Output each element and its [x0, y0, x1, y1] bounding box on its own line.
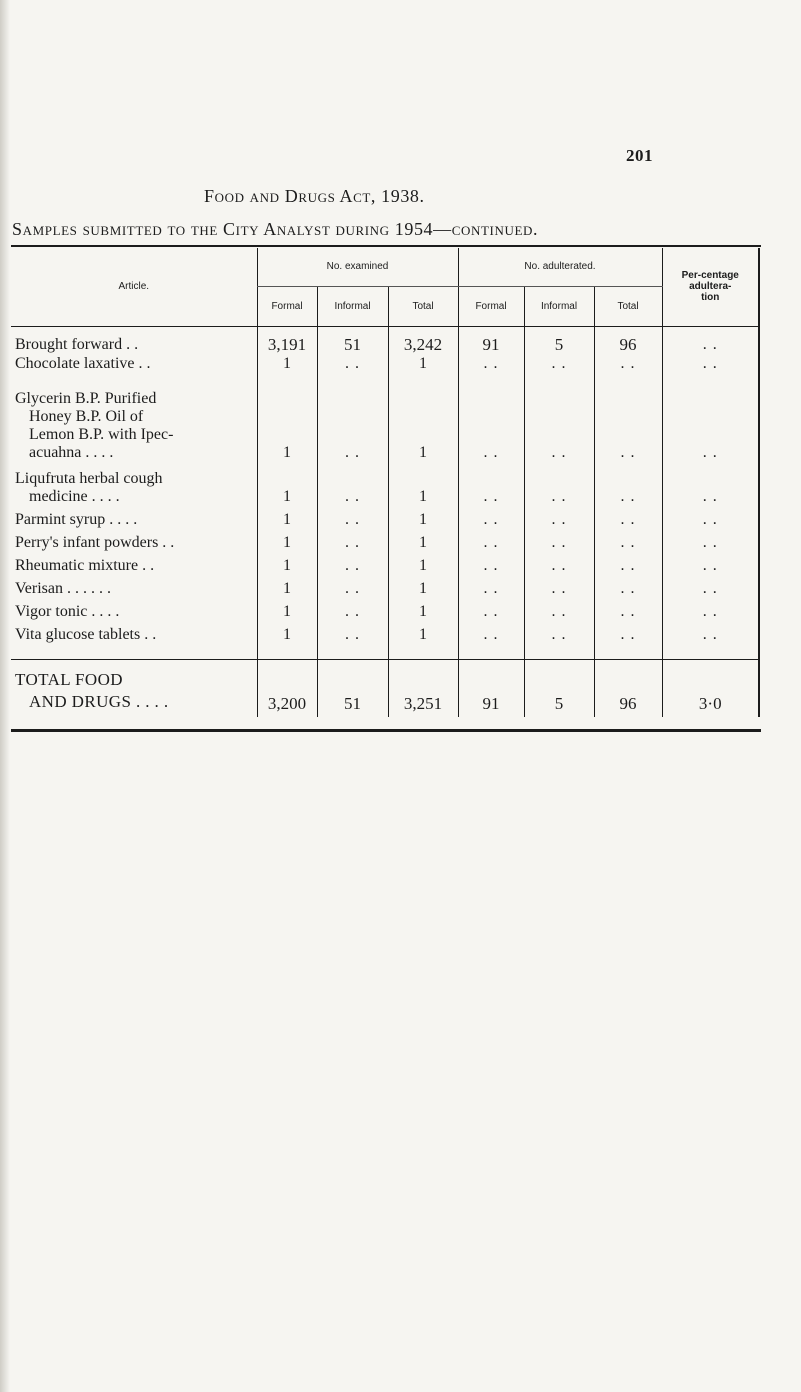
article-cell [11, 598, 257, 621]
total-value-cell: 51 [317, 659, 388, 717]
header-adulterated-formal: Formal [458, 286, 524, 326]
value-cell: . . [458, 575, 524, 598]
total-value-cell: 3·0 [662, 659, 759, 717]
value-cell: . . [524, 506, 594, 529]
value-cell: . . [524, 598, 594, 621]
value-cell: . . [594, 529, 662, 552]
value-cell: 1 [257, 598, 317, 621]
table-row [11, 621, 759, 644]
value-cell: 91 [458, 326, 524, 354]
value-cell: . . [317, 575, 388, 598]
article-line: Chocolate laxative . . [15, 355, 151, 372]
article-cell [11, 354, 257, 373]
page-title: Food and Drugs Act, 1938. [204, 186, 425, 206]
article-line: Liqufruta herbal cough [15, 470, 163, 487]
value-cell: 1 [388, 621, 458, 644]
table-row [11, 373, 759, 462]
value-cell: . . [524, 575, 594, 598]
value-cell: 1 [388, 598, 458, 621]
value-cell: . . [317, 529, 388, 552]
total-value-cell: 3,200 [257, 659, 317, 717]
value-cell: . . [594, 373, 662, 462]
article-cell [11, 575, 257, 598]
value-cell: . . [662, 462, 759, 506]
total-value-cell: 5 [524, 659, 594, 717]
value-cell: . . [662, 621, 759, 644]
value-cell: 51 [317, 326, 388, 354]
value-cell: 1 [388, 506, 458, 529]
article-line: Honey B.P. Oil of [29, 408, 144, 425]
table-row [11, 552, 759, 575]
value-cell: 1 [388, 552, 458, 575]
value-cell: . . [458, 552, 524, 575]
value-cell: . . [458, 373, 524, 462]
article-cell [11, 373, 257, 462]
header-examined-informal: Informal [317, 286, 388, 326]
value-cell: . . [458, 462, 524, 506]
header-percentage-label: Per-centage adultera-tion [681, 270, 739, 304]
page-subtitle: Samples submitted to the City Analyst during 1954—continued. [12, 219, 539, 239]
table-row [11, 354, 759, 373]
header-adulterated-group: No. adulterated. [458, 248, 662, 286]
value-cell: . . [662, 326, 759, 354]
value-cell: . . [594, 462, 662, 506]
article-cell [11, 621, 257, 644]
value-cell: . . [594, 575, 662, 598]
header-examined-total: Total [388, 286, 458, 326]
value-cell: 1 [257, 529, 317, 552]
value-cell: . . [317, 506, 388, 529]
total-value-cell: 3,251 [388, 659, 458, 717]
value-cell: 5 [524, 326, 594, 354]
value-cell: . . [662, 354, 759, 373]
total-line: AND DRUGS . . . . [29, 692, 169, 711]
header-percentage [662, 248, 759, 326]
article-cell [11, 506, 257, 529]
value-cell: . . [458, 621, 524, 644]
total-value-cell: 91 [458, 659, 524, 717]
value-cell: . . [662, 552, 759, 575]
value-cell: . . [594, 506, 662, 529]
article-cell [11, 552, 257, 575]
value-cell: 1 [388, 529, 458, 552]
value-cell: 3,242 [388, 326, 458, 354]
total-line: TOTAL FOOD [15, 670, 123, 689]
total-article-cell [11, 659, 257, 717]
header-article: Article. [11, 248, 257, 326]
value-cell: . . [458, 529, 524, 552]
value-cell: . . [458, 598, 524, 621]
article-line: Glycerin B.P. Purified [15, 390, 157, 407]
value-cell: . . [594, 621, 662, 644]
table-row [11, 529, 759, 552]
article-line: Parmint syrup . . . . [15, 511, 138, 528]
page-number: 201 [626, 146, 653, 165]
value-cell: . . [662, 506, 759, 529]
value-cell: . . [458, 506, 524, 529]
value-cell: 1 [257, 462, 317, 506]
value-cell: . . [317, 462, 388, 506]
value-cell: . . [317, 354, 388, 373]
table-row [11, 506, 759, 529]
value-cell: . . [662, 373, 759, 462]
value-cell: . . [317, 373, 388, 462]
value-cell: . . [594, 552, 662, 575]
article-cell [11, 462, 257, 506]
article-line: Vigor tonic . . . . [15, 603, 120, 620]
article-line: Lemon B.P. with Ipec- [29, 426, 174, 443]
value-cell: . . [317, 552, 388, 575]
page-edge-shadow [0, 0, 10, 1392]
article-line: Perry's infant powders . . [15, 534, 175, 551]
value-cell: 1 [388, 462, 458, 506]
value-cell: 1 [257, 621, 317, 644]
table-row [11, 462, 759, 506]
value-cell: 1 [388, 373, 458, 462]
value-cell: . . [662, 575, 759, 598]
value-cell: 1 [257, 506, 317, 529]
article-line: acuahna . . . . [29, 444, 114, 461]
value-cell: . . [594, 354, 662, 373]
table-row [11, 598, 759, 621]
value-cell: . . [458, 354, 524, 373]
value-cell: . . [524, 552, 594, 575]
article-line: Rheumatic mixture . . [15, 557, 155, 574]
article-cell [11, 529, 257, 552]
table-top-rule [11, 245, 761, 247]
total-value-cell: 96 [594, 659, 662, 717]
value-cell: . . [524, 373, 594, 462]
article-cell [11, 326, 257, 354]
table-spacer-row [11, 644, 759, 659]
value-cell: . . [524, 354, 594, 373]
value-cell: 96 [594, 326, 662, 354]
value-cell: . . [317, 598, 388, 621]
value-cell: 3,191 [257, 326, 317, 354]
value-cell: . . [524, 462, 594, 506]
value-cell: . . [524, 529, 594, 552]
value-cell: . . [317, 621, 388, 644]
value-cell: . . [524, 621, 594, 644]
article-line: Brought forward . . [15, 336, 139, 353]
table-total-row [11, 659, 759, 717]
table-bottom-rule [11, 729, 761, 732]
value-cell: . . [594, 598, 662, 621]
value-cell: 1 [257, 552, 317, 575]
article-line: Verisan . . . . . . [15, 580, 111, 597]
header-examined-formal: Formal [257, 286, 317, 326]
article-line: Vita glucose tablets . . [15, 626, 157, 643]
table-row [11, 326, 759, 354]
value-cell: 1 [388, 575, 458, 598]
value-cell: . . [662, 529, 759, 552]
value-cell: 1 [257, 373, 317, 462]
header-adulterated-informal: Informal [524, 286, 594, 326]
value-cell: 1 [257, 575, 317, 598]
samples-table [11, 248, 760, 717]
value-cell: . . [662, 598, 759, 621]
value-cell: 1 [257, 354, 317, 373]
header-adulterated-total: Total [594, 286, 662, 326]
header-examined-group: No. examined [257, 248, 458, 286]
value-cell: 1 [388, 354, 458, 373]
table-row [11, 575, 759, 598]
article-line: medicine . . . . [29, 488, 120, 505]
